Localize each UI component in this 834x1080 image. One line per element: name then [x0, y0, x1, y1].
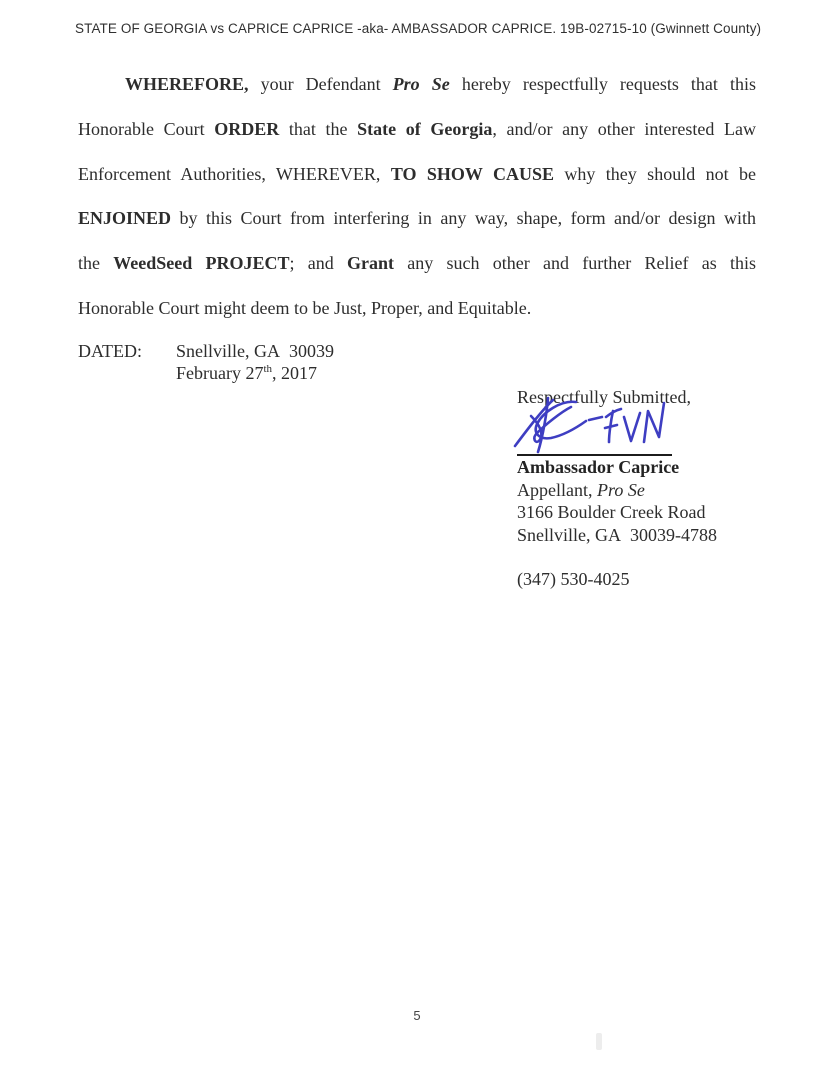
- role-pro-se: Pro Se: [596, 479, 645, 500]
- role-prefix: Appellant,: [517, 479, 597, 500]
- wherefore-paragraph: [78, 62, 756, 331]
- respectfully-submitted-line: Respectfully Submitted,: [517, 387, 691, 407]
- dated-date: [176, 362, 334, 384]
- handwritten-signature-ink: [509, 394, 679, 456]
- signatory-role: [517, 479, 757, 501]
- body-line: Enforcement Authorities, WHEREVER, TO SHOW CAUSE why they should not be: [78, 163, 756, 184]
- body-line: WHEREFORE, your Defendant Pro Se hereby respectfully requests that this: [125, 74, 756, 94]
- case-caption-header: STATE OF GEORGIA vs CAPRICE CAPRICE -aka- AMBASSADOR CAPRICE. 19B-02715-10 (Gwinnett County): [75, 21, 762, 36]
- signatory-address-line2: Snellville, GA 30039-4788: [517, 524, 717, 545]
- dated-block: [78, 340, 334, 385]
- scan-artifact-mark: [596, 1033, 602, 1050]
- body-line: Honorable Court might deem to be Just, Proper, and Equitable.: [78, 297, 532, 318]
- page-number: 5: [413, 1008, 421, 1023]
- body-line: ENJOINED by this Court from interfering in any way, shape, form and/or design with: [78, 208, 756, 229]
- signature-area: [517, 408, 757, 456]
- signatory-phone: (347) 530-4025: [517, 569, 630, 590]
- dated-values: [176, 340, 334, 385]
- signatory-name: Ambassador Caprice: [517, 457, 680, 478]
- dated-date-ordinal: th: [263, 363, 273, 376]
- dated-label: DATED:: [78, 341, 142, 361]
- body-line: the WeedSeed PROJECT; and Grant any such other and further Relief as this: [78, 253, 756, 274]
- dated-date-main: February 27: [176, 363, 264, 384]
- signature-block: [517, 386, 757, 590]
- body-line: Honorable Court ORDER that the State of Georgia, and/or any other interested Law: [78, 118, 756, 139]
- signatory-address-line1: 3166 Boulder Creek Road: [517, 502, 706, 523]
- dated-place: Snellville, GA 30039: [176, 341, 334, 361]
- signature-line: [517, 454, 672, 456]
- dated-date-year: , 2017: [272, 363, 318, 384]
